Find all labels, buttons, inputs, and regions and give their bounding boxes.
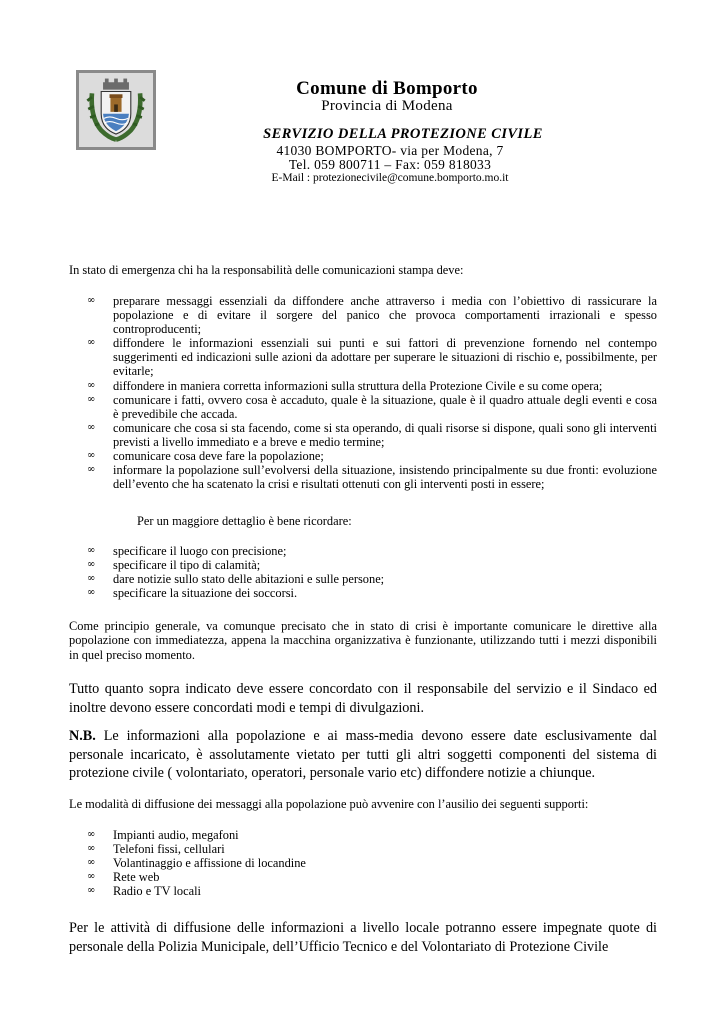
bullet-icon: ∞	[87, 871, 96, 883]
intro-paragraph: In stato di emergenza chi ha la responsabilità delle comunicazioni stampa deve:	[69, 263, 464, 277]
list-item: ∞ comunicare i fatti, ovvero cosa è accaduto, quale è la situazione, quale è il quadro attuale degli eventi e cosa è prevedibile che accada.	[87, 392, 657, 421]
list-item: ∞ Impianti audio, megafoni	[87, 828, 239, 842]
bullet-icon: ∞	[87, 464, 96, 476]
nb-label: N.B.	[69, 728, 96, 744]
bullet-icon: ∞	[87, 421, 96, 433]
bullet-icon: ∞	[87, 337, 96, 349]
supports-list	[87, 828, 657, 898]
bullet-icon: ∞	[87, 559, 96, 571]
detail-intro: Per un maggiore dettaglio è bene ricordare:	[137, 514, 352, 528]
list-item: ∞ Radio e TV locali	[87, 884, 201, 899]
general-principle-paragraph: Come principio generale, va comunque precisato che in stato di crisi è importante comunicare le direttive alla popolazione con immediatezza, appena la macchina organizzativa è funzionante, utilizzando tutti i mezzi disponibili in quel preciso momento.	[69, 619, 657, 662]
phone-fax-line: Tel. 059 800711 – Fax: 059 818033	[288, 157, 492, 172]
coat-of-arms-icon	[79, 73, 153, 147]
list-item: ∞ dare notizie sullo stato delle abitazioni e sulle persone;	[87, 572, 385, 587]
list-item: ∞ Rete web	[87, 870, 160, 885]
list-item: ∞ informare la popolazione sull’evolversi della situazione, insistendo principalmente su due fronti: evoluzione dell’evento che ha scatenato la crisi e risultati ottenuti con gli interventi posti in essere;	[87, 463, 657, 492]
bullet-icon: ∞	[87, 295, 96, 306]
details-list	[87, 544, 657, 600]
address-line: 41030 BOMPORTO- via per Modena, 7	[276, 143, 504, 158]
bullet-icon: ∞	[87, 545, 96, 556]
list-item: ∞ comunicare cosa deve fare la popolazione;	[87, 449, 324, 464]
bullet-icon: ∞	[87, 379, 96, 391]
bullet-icon: ∞	[87, 450, 96, 462]
supports-intro: Le modalità di diffusione dei messaggi alla popolazione può avvenire con l’ausilio dei seguenti supporti:	[69, 797, 589, 811]
closing-paragraph: Per le attività di diffusione delle informazioni a livello locale potranno essere impegnate quote di personale della Polizia Municipale, dell’Ufficio Tecnico e del Volontariato di Protezione Civile	[69, 920, 657, 955]
nb-paragraph	[69, 727, 657, 783]
bullet-icon: ∞	[87, 573, 96, 585]
list-item: ∞ specificare il luogo con precisione;	[87, 544, 287, 558]
nb-text: Le informazioni alla popolazione e ai mass-media devono essere date esclusivamente dal personale incaricato, è assolutamente vietato per tutti gli altri soggetti componenti del sistema di protezione civile ( volontariato, operatori, personale vario etc) diffondere notizie a chiunque.	[69, 728, 657, 781]
email-line: E-Mail : protezionecivile@comune.bomporto.mo.it	[271, 172, 509, 184]
bullet-icon: ∞	[87, 829, 96, 840]
bullet-icon: ∞	[87, 885, 96, 897]
list-item: ∞ Telefoni fissi, cellulari	[87, 842, 225, 857]
bullet-icon: ∞	[87, 857, 96, 869]
bullet-icon: ∞	[87, 393, 96, 405]
list-item: ∞ specificare la situazione dei soccorsi.	[87, 586, 298, 601]
list-item: ∞ preparare messaggi essenziali da diffondere anche attraverso i media con l’obiettivo di rassicurare la popolazione e di evitare il sorgere del panico che provoca comportamenti irrazionali e spesso controproducenti;	[87, 294, 657, 337]
list-item: ∞ comunicare che cosa si sta facendo, come si sta operando, di quali risorse si dispone, quali sono gli interventi previsti a livello immediato e a breve e medio termine;	[87, 420, 657, 449]
service-name: SERVIZIO DELLA PROTEZIONE CIVILE	[263, 126, 543, 142]
municipality-title: Comune di Bomporto	[296, 78, 478, 99]
bullet-icon: ∞	[87, 843, 96, 855]
list-item: ∞ diffondere in maniera corretta informazioni sulla struttura della Protezione Civile e su come opera;	[87, 378, 603, 393]
municipal-crest-icon	[76, 70, 156, 150]
list-item: ∞ diffondere le informazioni essenziali sui punti e sui fattori di prevenzione fornendo nel contempo suggerimenti ed indicazioni sulle azioni da adottare per superare le situazioni di rischio e, possibilmente, per evitarle;	[87, 336, 657, 379]
list-item: ∞ specificare il tipo di calamità;	[87, 558, 261, 573]
list-item: ∞ Volantinaggio e affissione di locandine	[87, 856, 306, 871]
province-subtitle: Provincia di Modena	[321, 98, 453, 114]
agreement-paragraph: Tutto quanto sopra indicato deve essere concordato con il responsabile del servizio e il Sindaco ed inoltre devono essere concordati modi e tempi di divulgazioni.	[69, 681, 657, 716]
duties-list	[87, 294, 657, 491]
bullet-icon: ∞	[87, 587, 96, 599]
